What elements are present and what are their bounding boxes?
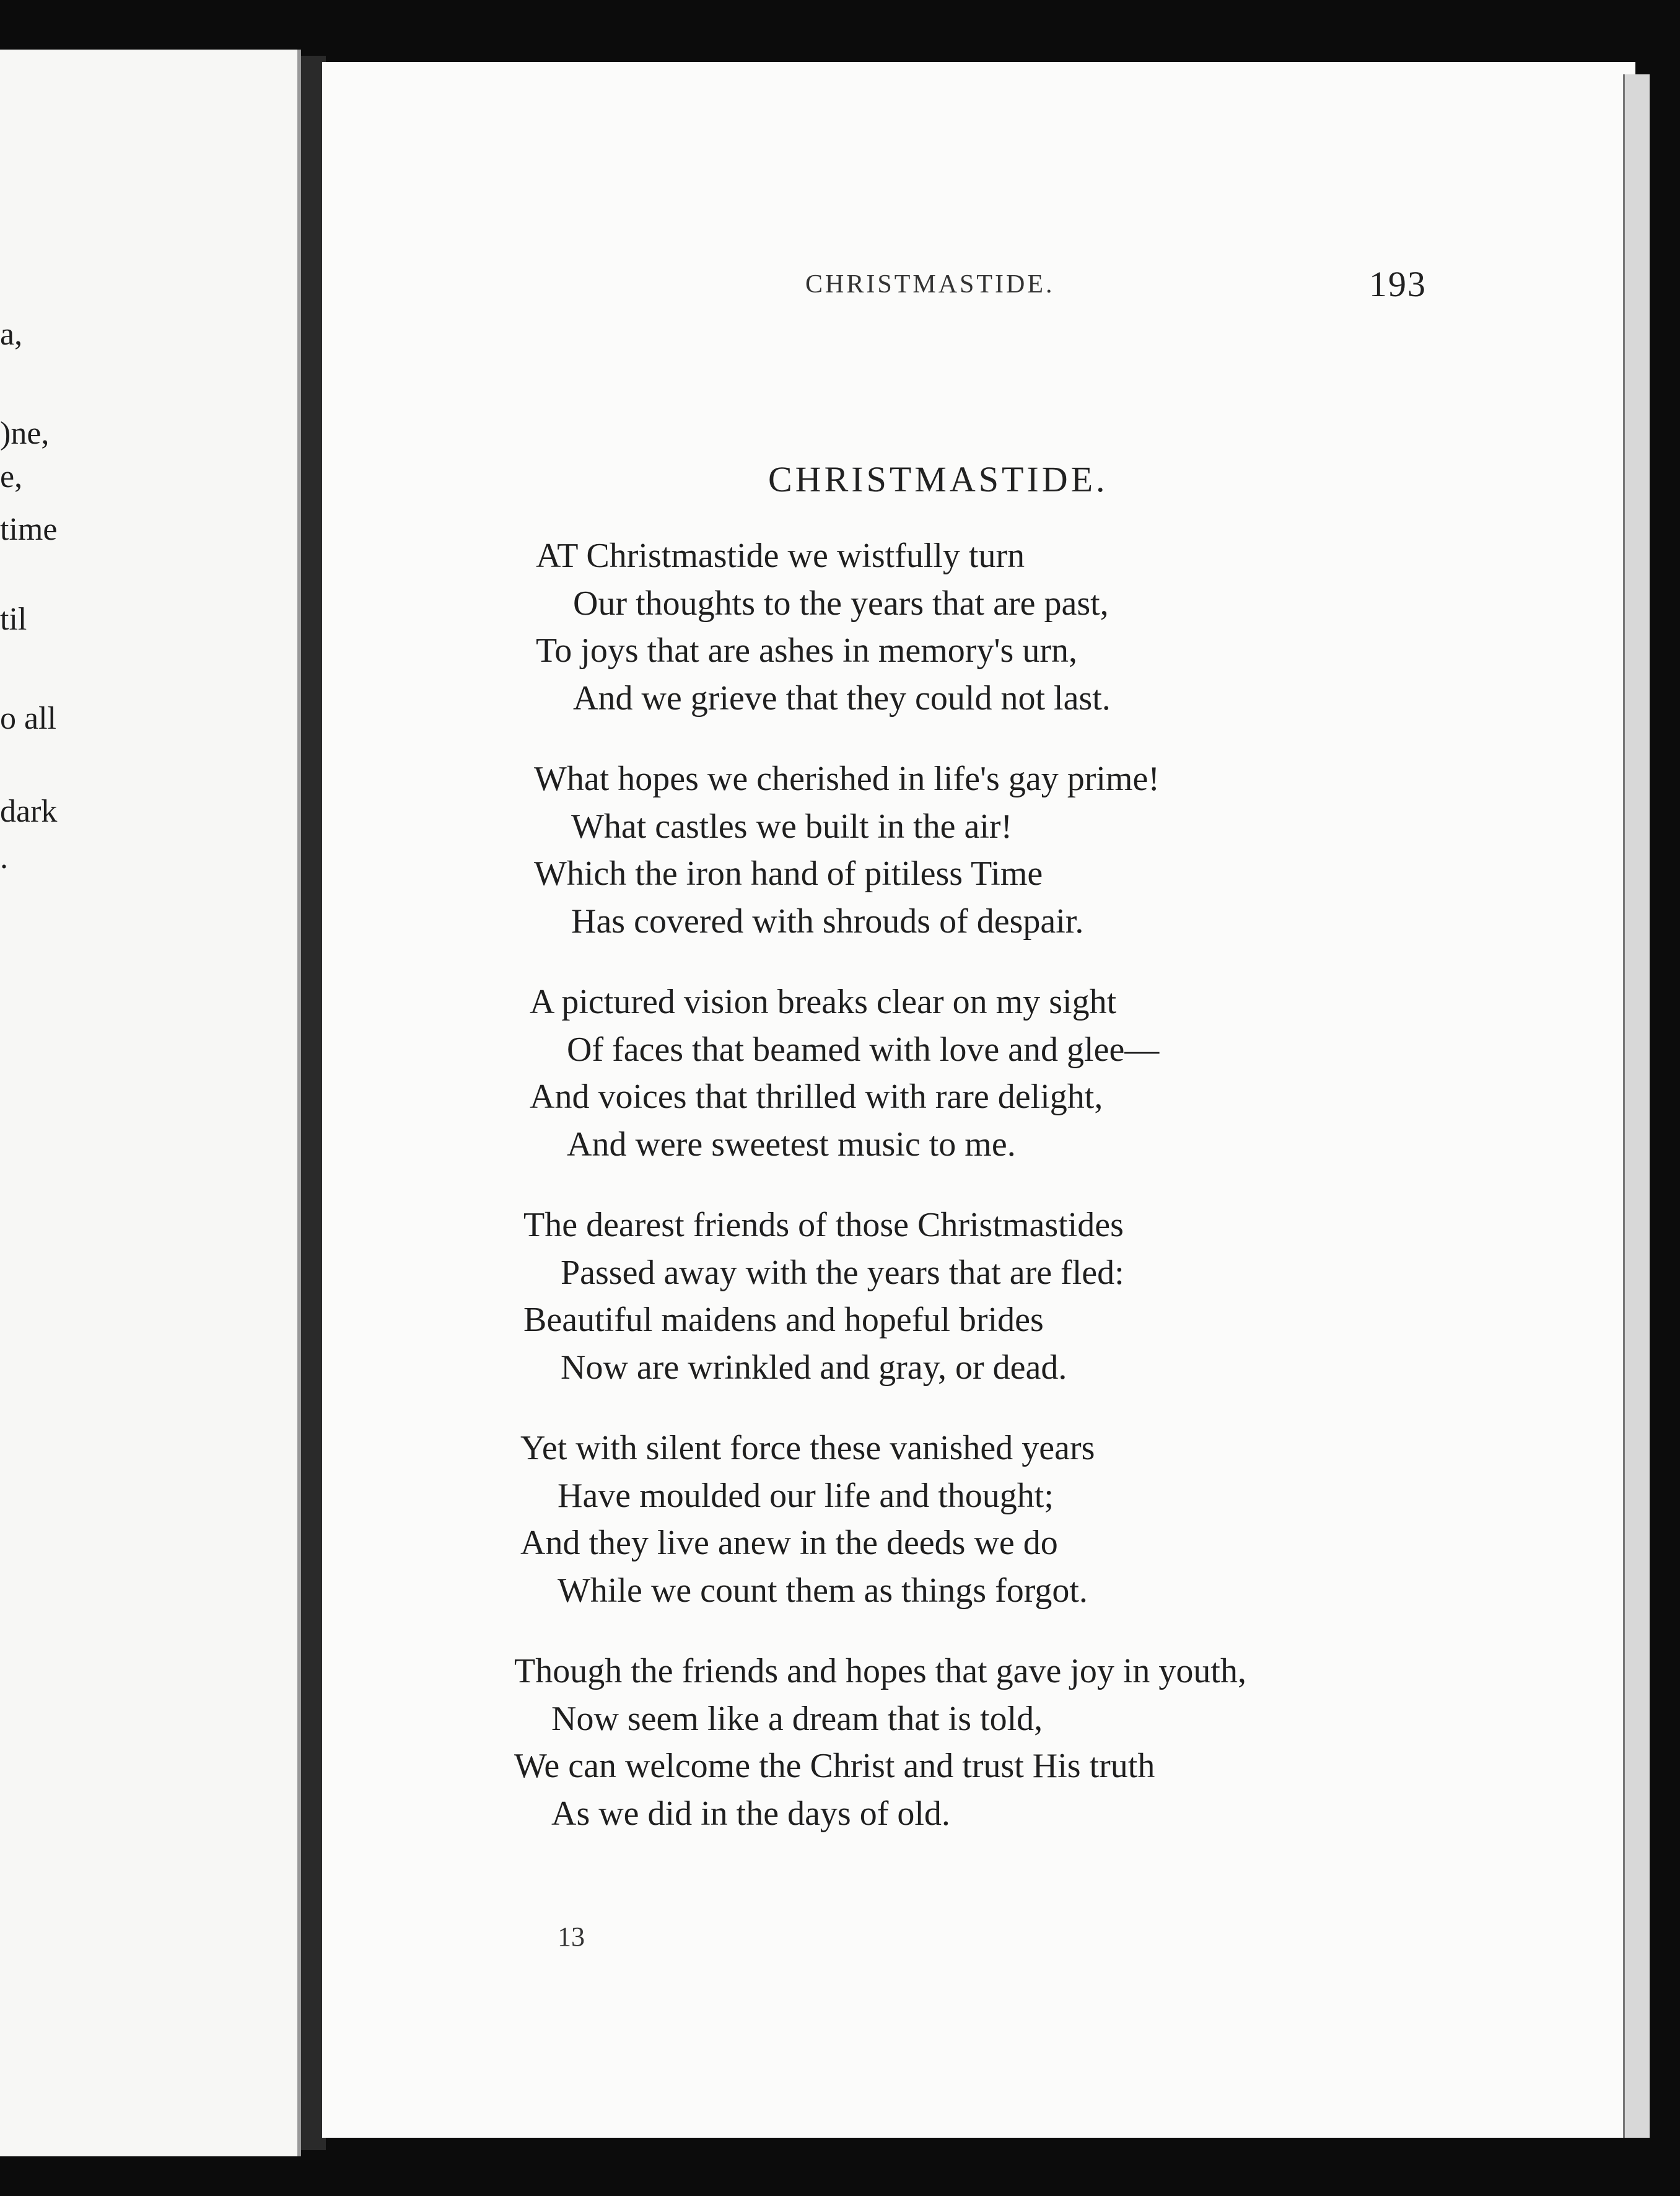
left-page-fragment: .	[0, 840, 8, 876]
poem-title: CHRISTMASTIDE.	[768, 459, 1108, 499]
poem-line: As we did in the days of old.	[551, 1794, 950, 1833]
poem-line: While we count them as things forgot.	[558, 1571, 1088, 1610]
poem-line: Has covered with shrouds of despair.	[571, 902, 1084, 941]
left-page-fragment: )ne,	[0, 416, 50, 451]
poem-line: The dearest friends of those Christmastides	[523, 1206, 1124, 1244]
poem-line: What hopes we cherished in life's gay prime!	[534, 760, 1160, 798]
left-page-fragment: time	[0, 512, 58, 547]
poem-line: And we grieve that they could not last.	[573, 679, 1111, 718]
poem-line: Now seem like a dream that is told,	[551, 1700, 1043, 1738]
running-head: CHRISTMASTIDE.	[805, 270, 1055, 299]
poem-line: Of faces that beamed with love and glee—	[567, 1030, 1160, 1069]
left-page-fragment: e,	[0, 459, 23, 494]
right-page	[322, 62, 1635, 2138]
poem-line: Yet with silent force these vanished years	[520, 1429, 1095, 1467]
poem-line: AT Christmastide we wistfully turn	[536, 537, 1025, 575]
poem-line: And they live anew in the deeds we do	[520, 1524, 1058, 1562]
poem-line: Now are wrinkled and gray, or dead.	[561, 1348, 1067, 1387]
poem-line: To joys that are ashes in memory's urn,	[536, 631, 1077, 670]
left-page-fragment: til	[0, 602, 27, 637]
poem-line: Passed away with the years that are fled:	[561, 1254, 1124, 1292]
poem-line: Beautiful maidens and hopeful brides	[523, 1301, 1044, 1339]
poem-line: And voices that thrilled with rare delight,	[530, 1078, 1103, 1116]
poem-line: What castles we built in the air!	[571, 807, 1013, 846]
signature-mark: 13	[558, 1922, 585, 1952]
poem-line: We can welcome the Christ and trust His truth	[514, 1747, 1155, 1785]
poem-line: A pictured vision breaks clear on my sight	[530, 983, 1117, 1021]
left-page	[0, 50, 301, 2156]
left-page-fragment: a,	[0, 317, 23, 352]
page-number: 193	[1369, 264, 1427, 304]
poem-line: Have moulded our life and thought;	[558, 1477, 1054, 1515]
poem-line: Though the friends and hopes that gave joy in youth,	[514, 1652, 1246, 1690]
left-page-fragment: dark	[0, 794, 58, 829]
poem-line: Which the iron hand of pitiless Time	[534, 854, 1043, 893]
page-edge	[1623, 74, 1650, 2138]
poem-line: And were sweetest music to me.	[567, 1125, 1016, 1164]
poem-line: Our thoughts to the years that are past,	[573, 584, 1109, 623]
left-page-fragment: o all	[0, 701, 56, 736]
